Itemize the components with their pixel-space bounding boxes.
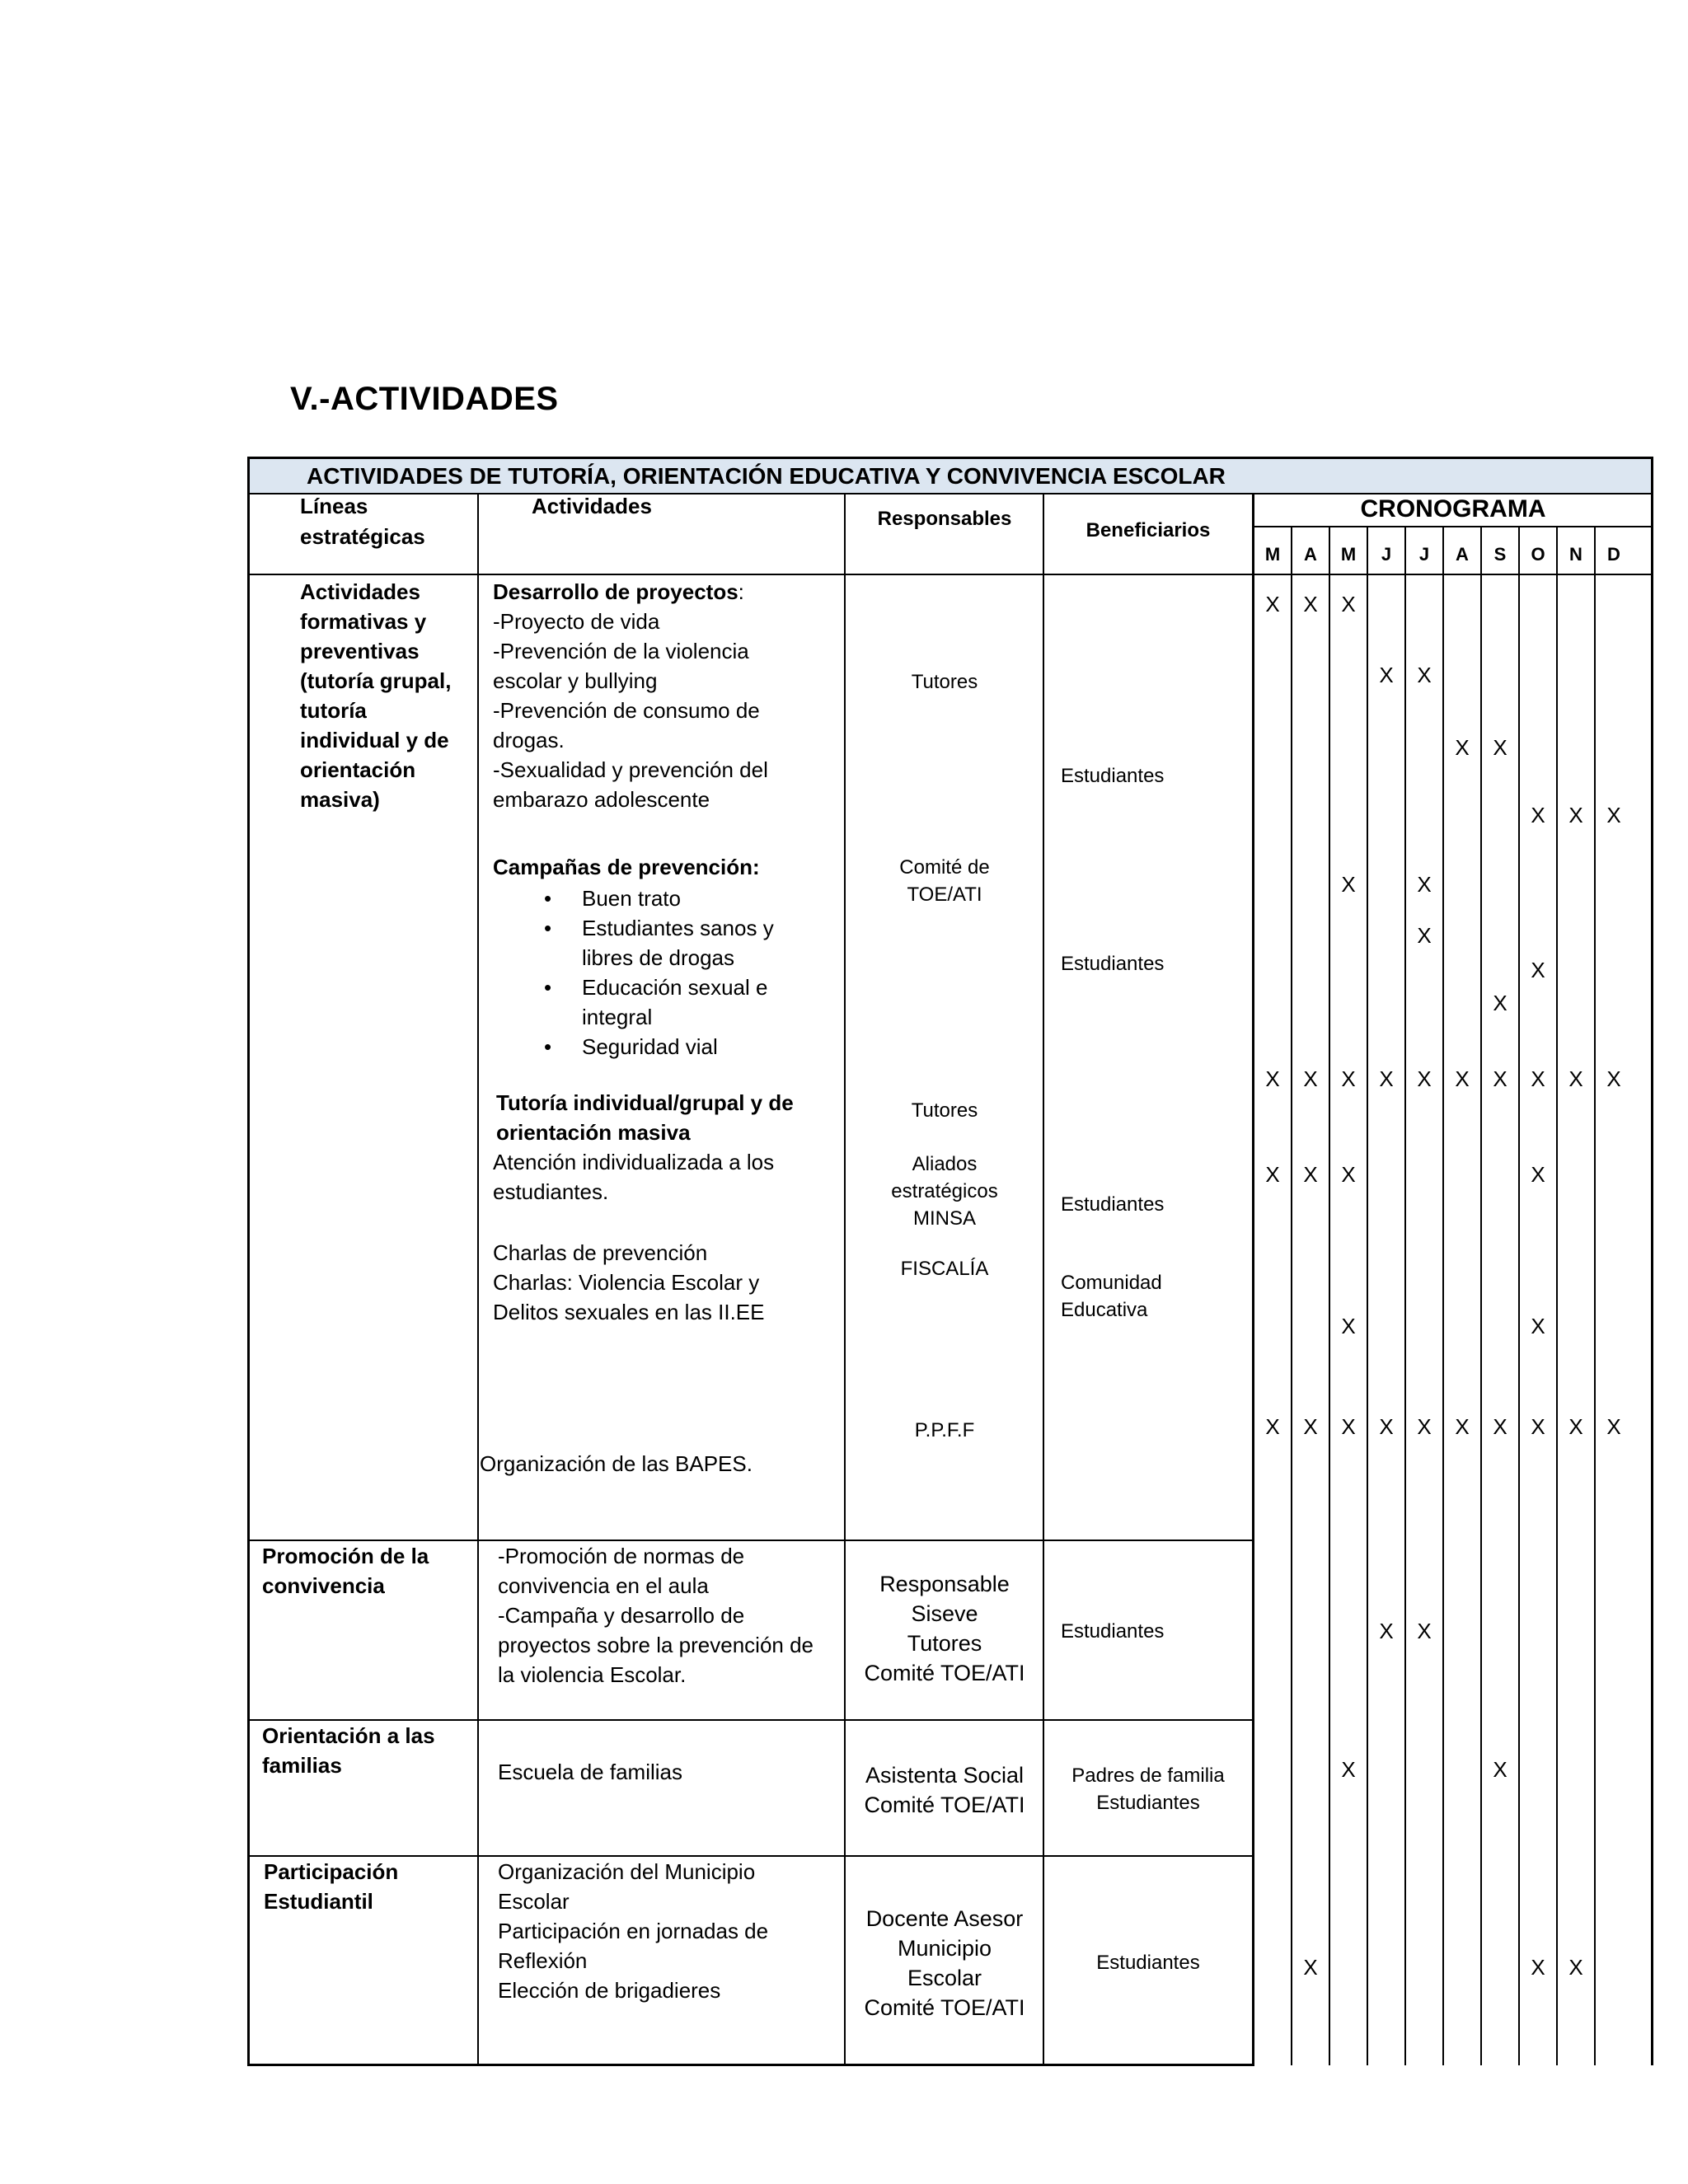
- schedule-mark: X: [1568, 1955, 1583, 1980]
- row3-responsables: Asistenta Social Comité TOE/ATI: [864, 1763, 1025, 1817]
- schedule-mark: X: [1417, 663, 1432, 687]
- row1-ben-comunidad: Comunidad Educativa: [1061, 1272, 1162, 1321]
- schedule-mark: X: [1493, 1066, 1507, 1091]
- schedule-mark: X: [1531, 1066, 1545, 1091]
- schedule-mark: X: [1265, 1066, 1280, 1091]
- campana-item: • Educación sexual e integral: [493, 972, 839, 1032]
- row1-charlas: Charlas de prevención Charlas: Violencia Escolar y Delitos sexuales en las II.EE: [493, 1240, 765, 1324]
- schedule-mark: X: [1379, 663, 1394, 687]
- schedule-mark: X: [1531, 803, 1545, 827]
- row2-responsables: Responsable Siseve Tutores Comité TOE/ATI: [864, 1572, 1025, 1685]
- row3-linea: Orientación a las familias: [262, 1723, 435, 1778]
- header-lineas: Líneas estratégicas: [300, 494, 425, 549]
- page-heading: V.-ACTIVIDADES: [290, 381, 559, 417]
- row1-proyectos-title: Desarrollo de proyectos:: [493, 579, 744, 604]
- row2-beneficiarios: Estudiantes: [1061, 1620, 1165, 1643]
- month-label: N: [1569, 544, 1582, 565]
- row1-linea: Actividades formativas y preventivas (tutoría grupal, tutoría individual y de orientación masiva): [300, 579, 452, 812]
- schedule-mark: X: [1455, 735, 1470, 760]
- schedule-mark: X: [1568, 803, 1583, 827]
- row3-actividades: Escuela de familias: [498, 1760, 682, 1784]
- row1-resp-aliados: Aliados estratégicos MINSA: [891, 1153, 998, 1230]
- header-responsables: Responsables: [877, 508, 1012, 530]
- row1-ben-estudiantes-2: Estudiantes: [1061, 953, 1165, 975]
- row4-responsables: Docente Asesor Municipio Escolar Comité TOE/ATI: [864, 1906, 1025, 2020]
- row3-beneficiarios: Padres de familia Estudiantes: [1071, 1765, 1225, 1814]
- row1-ben-estudiantes-3: Estudiantes: [1061, 1193, 1165, 1216]
- schedule-mark: X: [1303, 1066, 1318, 1091]
- row1-campanas-list: [493, 883, 839, 1062]
- campana-item: • Seguridad vial: [493, 1032, 839, 1062]
- row4-linea: Participación Estudiantil: [264, 1859, 399, 1914]
- schedule-mark: X: [1417, 1066, 1432, 1091]
- schedule-mark: X: [1493, 1757, 1507, 1782]
- row4-actividades: Organización del Municipio Escolar Participación en jornadas de Reflexión Elección de brigadieres: [498, 1859, 769, 2003]
- schedule-mark: X: [1341, 1314, 1356, 1338]
- schedule-mark: X: [1568, 1414, 1583, 1439]
- schedule-mark: X: [1531, 1314, 1545, 1338]
- schedule-mark: X: [1265, 1414, 1280, 1439]
- row1-campanas-title: Campañas de prevención:: [493, 855, 760, 879]
- schedule-mark: X: [1303, 1955, 1318, 1980]
- schedule-mark: X: [1379, 1619, 1394, 1643]
- row1-tutoria-title: Tutoría individual/grupal y de orientación masiva: [496, 1090, 794, 1145]
- row2-linea: Promoción de la convivencia: [262, 1544, 429, 1598]
- row1-tutoria-items: Atención individualizada a los estudiantes.: [493, 1150, 775, 1204]
- month-label: D: [1607, 544, 1620, 565]
- month-label: A: [1304, 544, 1317, 565]
- schedule-mark: X: [1379, 1066, 1394, 1091]
- schedule-mark: X: [1606, 803, 1621, 827]
- schedule-mark: X: [1531, 958, 1545, 982]
- schedule-mark: X: [1531, 1955, 1545, 1980]
- schedule-mark: X: [1531, 1162, 1545, 1187]
- campana-item: • Buen trato: [493, 883, 839, 913]
- schedule-mark: X: [1606, 1414, 1621, 1439]
- schedule-mark: X: [1493, 1414, 1507, 1439]
- row1-resp-tutores: Tutores: [911, 671, 978, 693]
- month-label: A: [1456, 544, 1469, 565]
- row1-resp-tutores-2: Tutores: [911, 1099, 978, 1122]
- row1-ben-estudiantes: Estudiantes: [1061, 765, 1165, 787]
- schedule-mark: X: [1531, 1414, 1545, 1439]
- campana-item: • Estudiantes sanos y libres de drogas: [493, 913, 839, 972]
- schedule-mark: X: [1606, 1066, 1621, 1091]
- header-actividades: Actividades: [532, 494, 652, 518]
- month-label: O: [1531, 544, 1545, 565]
- row2-actividades: -Promoción de normas de convivencia en el aula -Campaña y desarrollo de proyectos sobre la prevención de la violencia Escolar.: [498, 1544, 814, 1687]
- schedule-mark: X: [1341, 1066, 1356, 1091]
- schedule-mark: X: [1341, 872, 1356, 897]
- schedule-mark: X: [1341, 1414, 1356, 1439]
- schedule-mark: X: [1341, 1757, 1356, 1782]
- row1-resp-fiscalia: FISCALÍA: [900, 1258, 989, 1280]
- row4-beneficiarios: Estudiantes: [1096, 1952, 1200, 1974]
- schedule-mark: X: [1303, 592, 1318, 616]
- schedule-mark: X: [1493, 735, 1507, 760]
- schedule-mark: X: [1303, 1414, 1318, 1439]
- row1-proyectos-items: -Proyecto de vida -Prevención de la violencia escolar y bullying -Prevención de consumo de drogas. -Sexualidad y prevención del embarazo adolescente: [493, 609, 768, 812]
- schedule-mark: X: [1417, 1619, 1432, 1643]
- row1-resp-comite: Comité de TOE/ATI: [899, 856, 990, 906]
- table-title: ACTIVIDADES DE TUTORÍA, ORIENTACIÓN EDUCATIVA Y CONVIVENCIA ESCOLAR: [307, 463, 1226, 489]
- schedule-mark: X: [1455, 1066, 1470, 1091]
- header-beneficiarios: Beneficiarios: [1085, 519, 1211, 541]
- schedule-mark: X: [1568, 1066, 1583, 1091]
- schedule-mark: X: [1265, 1162, 1280, 1187]
- schedule-mark: X: [1341, 1162, 1356, 1187]
- month-label: M: [1340, 544, 1357, 565]
- schedule-mark: X: [1265, 592, 1280, 616]
- month-label: M: [1264, 544, 1281, 565]
- header-cronograma: CRONOGRAMA: [1360, 495, 1546, 523]
- month-label: S: [1493, 544, 1507, 565]
- schedule-mark: X: [1341, 592, 1356, 616]
- month-label: J: [1418, 544, 1430, 565]
- schedule-mark: X: [1379, 1414, 1394, 1439]
- row1-resp-ppff: P.P.F.F: [914, 1419, 975, 1441]
- schedule-mark: X: [1417, 1414, 1432, 1439]
- schedule-mark: X: [1455, 1414, 1470, 1439]
- row1-bapes: Organización de las BAPES.: [480, 1451, 753, 1476]
- schedule-mark: X: [1303, 1162, 1318, 1187]
- month-label: J: [1381, 544, 1392, 565]
- schedule-mark: X: [1493, 991, 1507, 1015]
- schedule-mark: X: [1417, 872, 1432, 897]
- schedule-mark: X: [1417, 923, 1432, 948]
